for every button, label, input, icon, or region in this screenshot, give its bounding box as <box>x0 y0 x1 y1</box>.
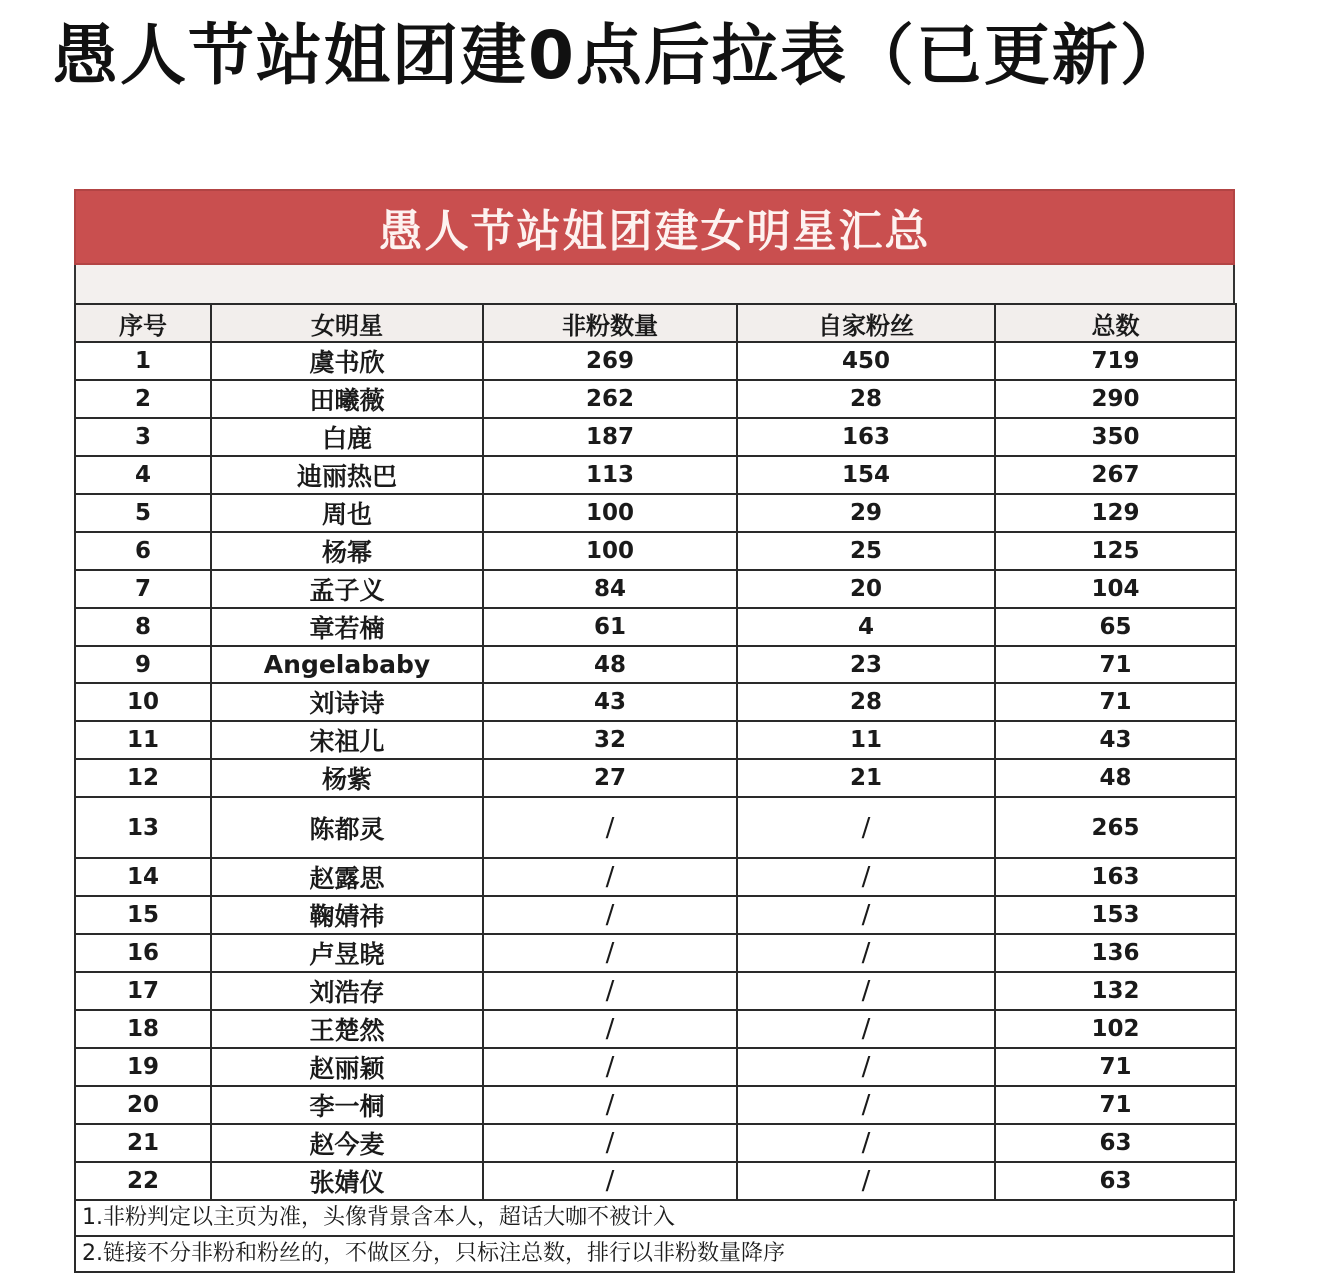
total-count: 63 <box>995 1162 1236 1200</box>
own-fans-count: / <box>737 1162 995 1200</box>
table-body <box>75 342 1236 1200</box>
own-fans-count: 23 <box>737 646 995 683</box>
header-non-fans: 非粉数量 <box>483 304 737 342</box>
non-fans-count: / <box>483 858 737 896</box>
own-fans-count: / <box>737 858 995 896</box>
own-fans-count: / <box>737 1124 995 1162</box>
star-name: 迪丽热巴 <box>211 456 483 494</box>
table-row <box>75 570 1236 608</box>
total-count: 71 <box>995 1048 1236 1086</box>
star-name: 王楚然 <box>211 1010 483 1048</box>
table-row <box>75 858 1236 896</box>
non-fans-count: / <box>483 1086 737 1124</box>
total-count: 71 <box>995 646 1236 683</box>
non-fans-count: 84 <box>483 570 737 608</box>
row-index: 3 <box>75 418 211 456</box>
row-index: 10 <box>75 683 211 721</box>
total-count: 125 <box>995 532 1236 570</box>
table-row <box>75 1086 1236 1124</box>
footnote-1: 1.非粉判定以主页为准，头像背景含本人，超话大咖不被计入 <box>74 1201 1235 1237</box>
non-fans-count: 269 <box>483 342 737 380</box>
row-index: 14 <box>75 858 211 896</box>
star-name: 李一桐 <box>211 1086 483 1124</box>
star-name: 鞠婧祎 <box>211 896 483 934</box>
non-fans-count: 32 <box>483 721 737 759</box>
table-row <box>75 1048 1236 1086</box>
header-index: 序号 <box>75 304 211 342</box>
table-row <box>75 418 1236 456</box>
total-count: 290 <box>995 380 1236 418</box>
table-title: 愚人节站姐团建女明星汇总 <box>74 189 1235 265</box>
non-fans-count: / <box>483 797 737 858</box>
header-row <box>75 304 1236 342</box>
header-total: 总数 <box>995 304 1236 342</box>
header-own-fans: 自家粉丝 <box>737 304 995 342</box>
total-count: 48 <box>995 759 1236 797</box>
row-index: 13 <box>75 797 211 858</box>
table-row <box>75 683 1236 721</box>
own-fans-count: 28 <box>737 380 995 418</box>
table-row <box>75 759 1236 797</box>
table-row <box>75 1162 1236 1200</box>
own-fans-count: 4 <box>737 608 995 646</box>
own-fans-count: 154 <box>737 456 995 494</box>
total-count: 71 <box>995 1086 1236 1124</box>
row-index: 6 <box>75 532 211 570</box>
page-title: 愚人节站姐团建0点后拉表（已更新） <box>52 17 1188 94</box>
star-name: Angelababy <box>211 646 483 683</box>
own-fans-count: 11 <box>737 721 995 759</box>
total-count: 163 <box>995 858 1236 896</box>
non-fans-count: 27 <box>483 759 737 797</box>
total-count: 104 <box>995 570 1236 608</box>
non-fans-count: 262 <box>483 380 737 418</box>
star-name: 刘诗诗 <box>211 683 483 721</box>
total-count: 153 <box>995 896 1236 934</box>
non-fans-count: 100 <box>483 532 737 570</box>
non-fans-count: 100 <box>483 494 737 532</box>
row-index: 7 <box>75 570 211 608</box>
non-fans-count: 113 <box>483 456 737 494</box>
row-index: 16 <box>75 934 211 972</box>
own-fans-count: / <box>737 797 995 858</box>
star-name: 虞书欣 <box>211 342 483 380</box>
row-index: 11 <box>75 721 211 759</box>
star-name: 田曦薇 <box>211 380 483 418</box>
row-index: 9 <box>75 646 211 683</box>
row-index: 15 <box>75 896 211 934</box>
non-fans-count: / <box>483 1124 737 1162</box>
total-count: 129 <box>995 494 1236 532</box>
table-row <box>75 797 1236 858</box>
table-row <box>75 380 1236 418</box>
summary-table <box>74 303 1237 1201</box>
row-index: 22 <box>75 1162 211 1200</box>
blank-row <box>74 265 1235 303</box>
total-count: 43 <box>995 721 1236 759</box>
total-count: 265 <box>995 797 1236 858</box>
star-name: 赵露思 <box>211 858 483 896</box>
non-fans-count: 61 <box>483 608 737 646</box>
non-fans-count: / <box>483 1162 737 1200</box>
row-index: 20 <box>75 1086 211 1124</box>
non-fans-count: 48 <box>483 646 737 683</box>
total-count: 267 <box>995 456 1236 494</box>
table-row <box>75 456 1236 494</box>
table-row <box>75 532 1236 570</box>
own-fans-count: 28 <box>737 683 995 721</box>
own-fans-count: 163 <box>737 418 995 456</box>
star-name: 杨紫 <box>211 759 483 797</box>
star-name: 宋祖儿 <box>211 721 483 759</box>
table-row <box>75 342 1236 380</box>
non-fans-count: / <box>483 1048 737 1086</box>
non-fans-count: / <box>483 934 737 972</box>
total-count: 136 <box>995 934 1236 972</box>
own-fans-count: 20 <box>737 570 995 608</box>
total-count: 132 <box>995 972 1236 1010</box>
table-row <box>75 646 1236 683</box>
table-row <box>75 1124 1236 1162</box>
row-index: 21 <box>75 1124 211 1162</box>
total-count: 63 <box>995 1124 1236 1162</box>
table-row <box>75 608 1236 646</box>
non-fans-count: / <box>483 896 737 934</box>
summary-sheet <box>74 189 1235 1273</box>
star-name: 杨幂 <box>211 532 483 570</box>
own-fans-count: / <box>737 972 995 1010</box>
own-fans-count: / <box>737 934 995 972</box>
own-fans-count: 450 <box>737 342 995 380</box>
total-count: 350 <box>995 418 1236 456</box>
total-count: 71 <box>995 683 1236 721</box>
star-name: 白鹿 <box>211 418 483 456</box>
non-fans-count: / <box>483 972 737 1010</box>
non-fans-count: 43 <box>483 683 737 721</box>
table-row <box>75 972 1236 1010</box>
row-index: 8 <box>75 608 211 646</box>
row-index: 12 <box>75 759 211 797</box>
star-name: 孟子义 <box>211 570 483 608</box>
star-name: 卢昱晓 <box>211 934 483 972</box>
star-name: 周也 <box>211 494 483 532</box>
own-fans-count: / <box>737 1086 995 1124</box>
star-name: 章若楠 <box>211 608 483 646</box>
own-fans-count: 21 <box>737 759 995 797</box>
table-row <box>75 934 1236 972</box>
table-row <box>75 896 1236 934</box>
own-fans-count: / <box>737 896 995 934</box>
row-index: 18 <box>75 1010 211 1048</box>
total-count: 65 <box>995 608 1236 646</box>
total-count: 719 <box>995 342 1236 380</box>
star-name: 张婧仪 <box>211 1162 483 1200</box>
footnote-2: 2.链接不分非粉和粉丝的，不做区分，只标注总数，排行以非粉数量降序 <box>74 1237 1235 1273</box>
header-star: 女明星 <box>211 304 483 342</box>
star-name: 赵丽颖 <box>211 1048 483 1086</box>
row-index: 4 <box>75 456 211 494</box>
non-fans-count: 187 <box>483 418 737 456</box>
row-index: 19 <box>75 1048 211 1086</box>
table-row <box>75 494 1236 532</box>
total-count: 102 <box>995 1010 1236 1048</box>
own-fans-count: 25 <box>737 532 995 570</box>
own-fans-count: / <box>737 1048 995 1086</box>
row-index: 17 <box>75 972 211 1010</box>
own-fans-count: 29 <box>737 494 995 532</box>
row-index: 1 <box>75 342 211 380</box>
row-index: 5 <box>75 494 211 532</box>
table-row <box>75 1010 1236 1048</box>
row-index: 2 <box>75 380 211 418</box>
non-fans-count: / <box>483 1010 737 1048</box>
star-name: 刘浩存 <box>211 972 483 1010</box>
own-fans-count: / <box>737 1010 995 1048</box>
table-row <box>75 721 1236 759</box>
star-name: 陈都灵 <box>211 797 483 858</box>
star-name: 赵今麦 <box>211 1124 483 1162</box>
